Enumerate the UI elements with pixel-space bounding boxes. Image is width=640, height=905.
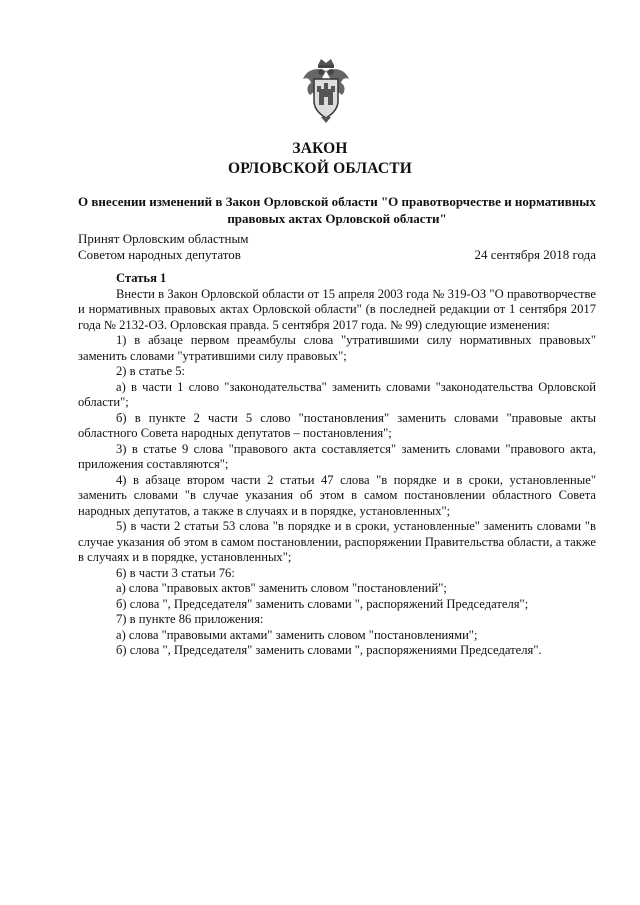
amendment-item: 7) в пункте 86 приложения: (116, 612, 264, 626)
adopted-by-line-2: Советом народных депутатов (78, 247, 241, 262)
law-body (78, 271, 596, 659)
amendment-item: б) в пункте 2 части 5 слово "постановления" заменить словами "правовые акты областного Совета народных депутатов – постановления"; (78, 410, 596, 440)
amendment-item: 4) в абзаце втором части 2 статьи 47 слова "в порядке и в сроки, установленные" заменить словами "в случае указания об этом в самом постановлении областного Совета народных депутатов, а также в случаях и в порядке, установленных"; (78, 472, 596, 518)
amendment-item: б) слова ", Председателя" заменить словами ", распоряжениями Председателя". (116, 643, 542, 657)
adopted-by-line-1: Принят Орловским областным (78, 231, 249, 246)
law-subject (78, 193, 596, 227)
amendment-item: б) слова ", Председателя" заменить словами ", распоряжений Председателя"; (116, 596, 529, 611)
amendment-item: 2) в статье 5: (116, 364, 186, 378)
law-subject-line-2: правовых актах Орловской области" (227, 211, 447, 226)
amendment-item: 1) в абзаце первом преамбулы слова "утратившими силу нормативных правовых" заменить словами "утратившими силу правовых"; (78, 333, 596, 363)
document-title: ЗАКОН (292, 140, 348, 157)
amendment-item: 3) в статье 9 слова "правового акта составляется" заменить словами "правового акта, приложения составляются"; (78, 441, 596, 471)
document-region: ОРЛОВСКОЙ ОБЛАСТИ (227, 160, 413, 177)
amendment-item: 6) в части 3 статьи 76: (116, 565, 235, 580)
adoption-block (78, 231, 596, 263)
amendment-item: а) в части 1 слово "законодательства" заменить словами "законодательства Орловской области"; (78, 379, 596, 409)
article-intro: Внести в Закон Орловской области от 15 апреля 2003 года № 319-ОЗ "О правотворчестве и нормативных правовых актах Орловской области" (в последней редакции от 1 сентября 2017 года № 2132-ОЗ. Орловская правда. 5 сентября 2017 года. № 99) следующие изменения: (78, 286, 596, 332)
law-subject-line-1: О внесении изменений в Закон Орловской области "О правотворчестве и нормативных (78, 194, 596, 209)
article-heading: Статья 1 (116, 271, 167, 285)
amendment-item: а) слова "правовых актов" заменить словом "постановлений"; (116, 581, 447, 595)
coat-of-arms-icon (301, 55, 351, 125)
adoption-date: 24 сентября 2018 года (474, 247, 596, 262)
amendment-item: а) слова "правовыми актами" заменить словом "постановлениями"; (116, 627, 478, 642)
amendment-item: 5) в части 2 статьи 53 слова "в порядке и в сроки, установленные" заменить словами "в случае указания об этом в самом постановлении, распоряжении Правительства области, а также в случаях и в порядке, установленных"; (78, 519, 596, 564)
